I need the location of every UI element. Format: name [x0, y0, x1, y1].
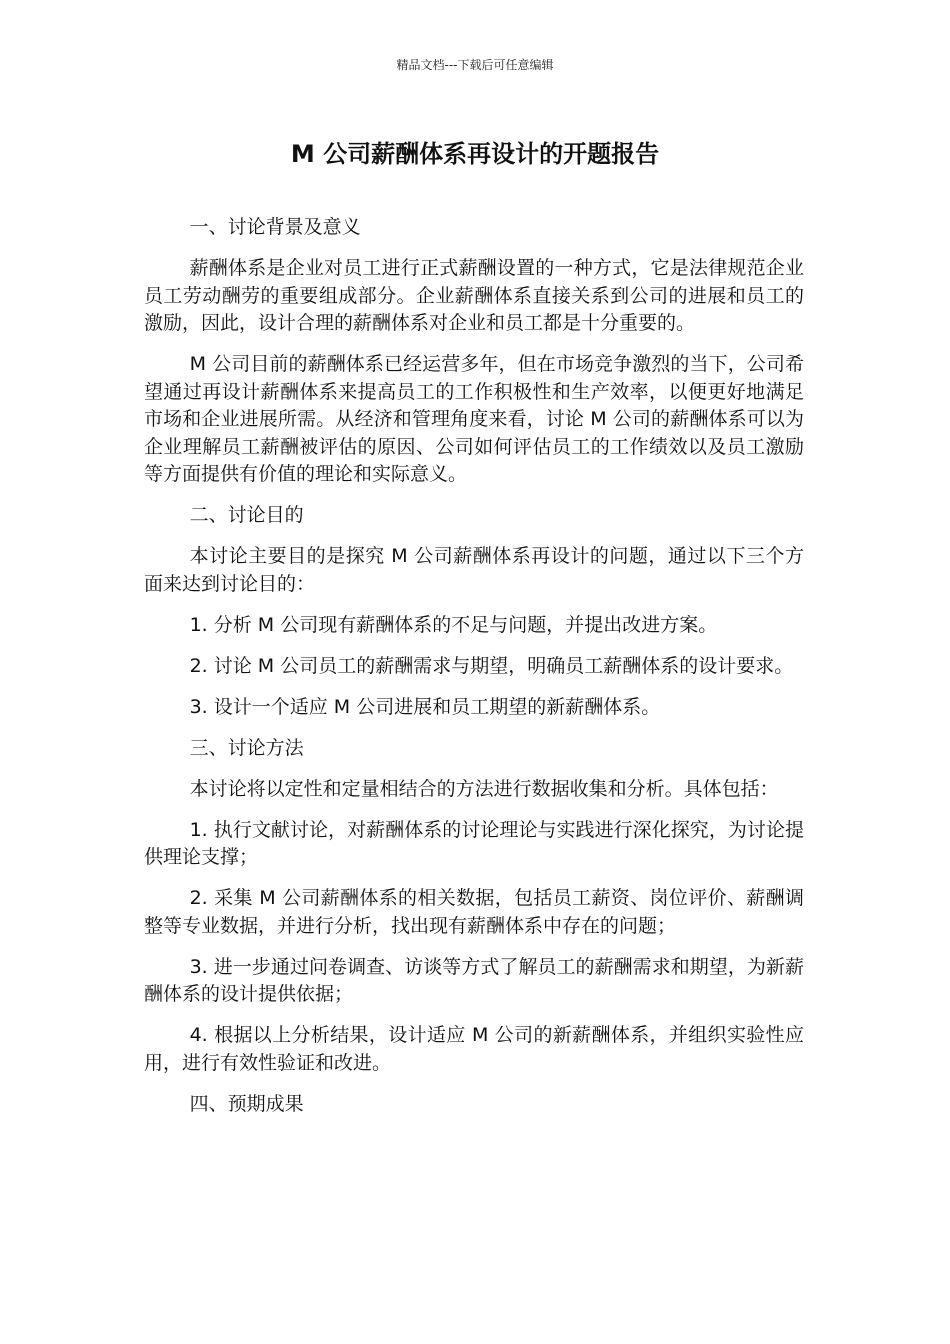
page-header-note: 精品文档---下载后可任意编辑 [396, 58, 554, 72]
document-body [144, 214, 804, 1132]
paragraph: 本讨论主要目的是探究 M 公司薪酬体系再设计的问题，通过以下三个方面来达到讨论目的： [144, 545, 804, 595]
list-item: 3. 设计一个适应 M 公司进展和员工期望的新薪酬体系。 [189, 695, 661, 718]
list-item: 1. 分析 M 公司现有薪酬体系的不足与问题，并提出改进方案。 [189, 613, 718, 636]
paragraph: 薪酬体系是企业对员工进行正式薪酬设置的一种方式，它是法律规范企业员工劳动酬劳的重要组成部分。企业薪酬体系直接关系到公司的进展和员工的激励，因此，设计合理的薪酬体系对企业和员工都是十分重要的。 [144, 257, 804, 334]
list-item: 4. 根据以上分析结果，设计适应 M 公司的新薪酬体系，并组织实验性应用，进行有效性验证和改进。 [144, 1024, 804, 1074]
section-heading-background: 一、讨论背景及意义 [189, 216, 361, 238]
list-item: 3. 进一步通过问卷调查、访谈等方式了解员工的薪酬需求和期望，为新薪酬体系的设计提供依据； [144, 955, 804, 1005]
paragraph: 本讨论将以定性和定量相结合的方法进行数据收集和分析。具体包括： [189, 777, 779, 800]
section-heading-purpose: 二、讨论目的 [189, 504, 304, 526]
document-title: M 公司薪酬体系再设计的开题报告 [290, 140, 660, 168]
list-item: 2. 采集 M 公司薪酬体系的相关数据，包括员工薪资、岗位评价、薪酬调整等专业数据，并进行分析，找出现有薪酬体系中存在的问题； [144, 887, 804, 937]
paragraph: M 公司目前的薪酬体系已经运营多年，但在市场竞争激烈的当下，公司希望通过再设计薪酬体系来提高员工的工作积极性和生产效率，以便更好地满足市场和企业进展所需。从经济和管理角度来看，讨论 M 公司的薪酬体系可以为企业理解员工薪酬被评估的原因、公司如何评估员工的工作绩效以及员工激励等方面提供有价值的理论和实际意义。 [144, 353, 804, 485]
section-heading-outcomes: 四、预期成果 [189, 1092, 304, 1115]
section-heading-method: 三、讨论方法 [189, 736, 304, 759]
list-item: 2. 讨论 M 公司员工的薪酬需求与期望，明确员工薪酬体系的设计要求。 [189, 654, 794, 677]
list-item: 1. 执行文献讨论，对薪酬体系的讨论理论与实践进行深化探究，为讨论提供理论支撑； [144, 818, 804, 868]
